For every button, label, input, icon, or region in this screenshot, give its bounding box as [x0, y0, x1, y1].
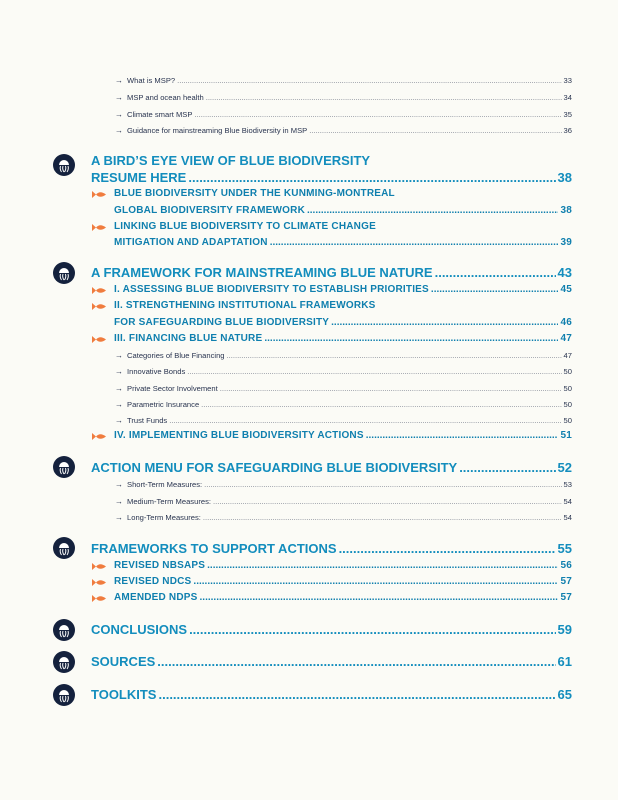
toc-section-title: FRAMEWORKS TO SUPPORT ACTIONS — [91, 541, 337, 556]
toc-subsection-title: IV. IMPLEMENTING BLUE BIODIVERSITY ACTIONS — [114, 430, 364, 441]
toc-section-title: RESUME HERE — [91, 170, 187, 185]
toc-page-number: 56 — [560, 560, 572, 571]
arrow-icon: → — [115, 513, 123, 522]
toc-page-number: 59 — [557, 622, 572, 637]
toc-entry-label: Short-Term Measures: — [127, 480, 203, 489]
dot-leader — [189, 622, 555, 637]
dot-leader — [206, 93, 562, 102]
arrow-icon: → — [115, 400, 123, 409]
toc-page-number: 55 — [557, 541, 572, 556]
toc-page-number: 54 — [563, 513, 572, 522]
toc-page-number: 53 — [563, 480, 572, 489]
toc-entry[interactable] — [115, 126, 572, 135]
dot-leader — [157, 654, 555, 669]
dot-leader — [177, 76, 561, 85]
toc-entry-label: MSP and ocean health — [127, 93, 204, 102]
toc-entry-label: Parametric Insurance — [127, 400, 200, 409]
toc-page-number: 34 — [563, 93, 572, 102]
toc-section-entry[interactable] — [91, 265, 572, 280]
toc-subsection-title[interactable]: LINKING BLUE BIODIVERSITY TO CLIMATE CHANGE — [114, 221, 376, 232]
dot-leader — [188, 170, 555, 185]
toc-entry-label: What is MSP? — [127, 76, 176, 85]
toc-section-title: SOURCES — [91, 654, 156, 669]
toc-subsection-entry[interactable] — [114, 430, 572, 441]
jellyfish-icon — [53, 619, 75, 641]
toc-subsection-title: AMENDED NDPS — [114, 592, 198, 603]
dot-leader — [220, 384, 562, 393]
toc-section-entry[interactable] — [91, 460, 572, 475]
fish-icon — [92, 335, 106, 344]
dot-leader — [431, 284, 559, 295]
jellyfish-icon — [53, 651, 75, 673]
toc-page-number: 35 — [563, 110, 572, 119]
dot-leader — [264, 333, 558, 344]
toc-entry[interactable] — [115, 480, 572, 489]
toc-entry-label: Medium-Term Measures: — [127, 497, 211, 506]
arrow-icon: → — [115, 497, 123, 506]
dot-leader — [339, 541, 556, 556]
toc-entry[interactable] — [115, 110, 572, 119]
toc-page-number: 50 — [563, 416, 572, 425]
toc-entry-label: Innovative Bonds — [127, 367, 186, 376]
toc-entry[interactable] — [115, 416, 572, 425]
dot-leader — [158, 687, 555, 702]
toc-page-number: 46 — [560, 317, 572, 328]
toc-page-number: 38 — [560, 205, 572, 216]
dot-leader — [204, 480, 561, 489]
toc-page-number: 54 — [563, 497, 572, 506]
fish-icon — [92, 286, 106, 295]
dot-leader — [309, 126, 561, 135]
toc-entry[interactable] — [115, 400, 572, 409]
toc-subsection-entry[interactable] — [114, 237, 572, 248]
dot-leader — [207, 560, 558, 571]
toc-subsection-entry[interactable] — [114, 560, 572, 571]
arrow-icon: → — [115, 351, 123, 360]
toc-entry-label: Climate smart MSP — [127, 110, 193, 119]
dot-leader — [459, 460, 555, 475]
toc-subsection-title: MITIGATION AND ADAPTATION — [114, 237, 268, 248]
arrow-icon: → — [115, 384, 123, 393]
toc-subsection-title: GLOBAL BIODIVERSITY FRAMEWORK — [114, 205, 305, 216]
arrow-icon: → — [115, 480, 123, 489]
jellyfish-icon — [53, 537, 75, 559]
toc-subsection-entry[interactable] — [114, 592, 572, 603]
toc-page-number: 57 — [560, 592, 572, 603]
toc-subsection-title[interactable]: BLUE BIODIVERSITY UNDER THE KUNMING-MONTREAL — [114, 188, 395, 199]
arrow-icon: → — [115, 110, 123, 119]
jellyfish-icon — [53, 684, 75, 706]
toc-section-entry[interactable] — [91, 687, 572, 702]
toc-subsection-title: III. FINANCING BLUE NATURE — [114, 333, 263, 344]
toc-entry[interactable] — [115, 384, 572, 393]
fish-icon — [92, 190, 106, 199]
toc-entry-label: Trust Funds — [127, 416, 168, 425]
toc-page-number: 50 — [563, 400, 572, 409]
toc-subsection-title: FOR SAFEGUARDING BLUE BIODIVERSITY — [114, 317, 330, 328]
toc-subsection-entry[interactable] — [114, 576, 572, 587]
toc-subsection-title: REVISED NDCS — [114, 576, 192, 587]
toc-section-title: CONCLUSIONS — [91, 622, 188, 637]
arrow-icon: → — [115, 93, 123, 102]
toc-page-number: 33 — [563, 76, 572, 85]
arrow-icon: → — [115, 416, 123, 425]
toc-page-number: 61 — [557, 654, 572, 669]
toc-page-number: 47 — [563, 351, 572, 360]
toc-section-entry[interactable] — [91, 654, 572, 669]
dot-leader — [307, 205, 558, 216]
toc-entry[interactable] — [115, 76, 572, 85]
toc-section-title: TOOLKITS — [91, 687, 157, 702]
toc-section-title: A FRAMEWORK FOR MAINSTREAMING BLUE NATURE — [91, 265, 433, 280]
dot-leader — [187, 367, 561, 376]
toc-page-number: 43 — [557, 265, 572, 280]
jellyfish-icon — [53, 456, 75, 478]
fish-icon — [92, 594, 106, 603]
dot-leader — [366, 430, 559, 441]
toc-subsection-entry[interactable] — [114, 317, 572, 328]
toc-entry[interactable] — [115, 367, 572, 376]
fish-icon — [92, 562, 106, 571]
toc-page-number: 36 — [563, 126, 572, 135]
toc-page-number: 38 — [557, 170, 572, 185]
toc-section-title: ACTION MENU FOR SAFEGUARDING BLUE BIODIVERSITY — [91, 460, 458, 475]
dot-leader — [270, 237, 559, 248]
toc-page-number: 57 — [560, 576, 572, 587]
toc-page-number: 50 — [563, 367, 572, 376]
toc-subsection-title[interactable]: II. STRENGTHENING INSTITUTIONAL FRAMEWORKS — [114, 300, 376, 311]
toc-page-number: 50 — [563, 384, 572, 393]
toc-entry-label: Private Sector Involvement — [127, 384, 218, 393]
fish-icon — [92, 302, 106, 311]
toc-entry[interactable] — [115, 497, 572, 506]
toc-page-number: 52 — [557, 460, 572, 475]
dot-leader — [213, 497, 562, 506]
toc-page-number: 47 — [560, 333, 572, 344]
toc-entry-label: Categories of Blue Financing — [127, 351, 225, 360]
toc-subsection-entry[interactable] — [114, 284, 572, 295]
toc-page-number: 45 — [560, 284, 572, 295]
dot-leader — [200, 592, 559, 603]
toc-section-entry[interactable] — [91, 622, 572, 637]
arrow-icon: → — [115, 76, 123, 85]
arrow-icon: → — [115, 126, 123, 135]
dot-leader — [169, 416, 561, 425]
dot-leader — [227, 351, 562, 360]
dot-leader — [435, 265, 556, 280]
toc-page-number: 65 — [557, 687, 572, 702]
dot-leader — [331, 317, 558, 328]
toc-entry[interactable] — [115, 351, 572, 360]
toc-page-number: 51 — [560, 430, 572, 441]
toc-subsection-title: REVISED NBSAPS — [114, 560, 206, 571]
toc-entry-label: Guidance for mainstreaming Blue Biodiversity in MSP — [127, 126, 308, 135]
arrow-icon: → — [115, 367, 123, 376]
fish-icon — [92, 432, 106, 441]
toc-page-number: 39 — [560, 237, 572, 248]
toc-subsection-entry[interactable] — [114, 205, 572, 216]
fish-icon — [92, 223, 106, 232]
jellyfish-icon — [53, 154, 75, 176]
toc-section-title[interactable]: A BIRD’S EYE VIEW OF BLUE BIODIVERSITY — [91, 153, 371, 168]
toc-entry[interactable] — [115, 93, 572, 102]
toc-section-entry[interactable] — [91, 170, 572, 185]
toc-entry-label: Long-Term Measures: — [127, 513, 201, 522]
dot-leader — [193, 576, 558, 587]
fish-icon — [92, 578, 106, 587]
toc-entry[interactable] — [115, 513, 572, 522]
dot-leader — [203, 513, 562, 522]
dot-leader — [194, 110, 561, 119]
toc-subsection-entry[interactable] — [114, 333, 572, 344]
toc-section-entry[interactable] — [91, 541, 572, 556]
jellyfish-icon — [53, 262, 75, 284]
dot-leader — [201, 400, 561, 409]
toc-subsection-title: I. ASSESSING BLUE BIODIVERSITY TO ESTABLISH PRIORITIES — [114, 284, 429, 295]
